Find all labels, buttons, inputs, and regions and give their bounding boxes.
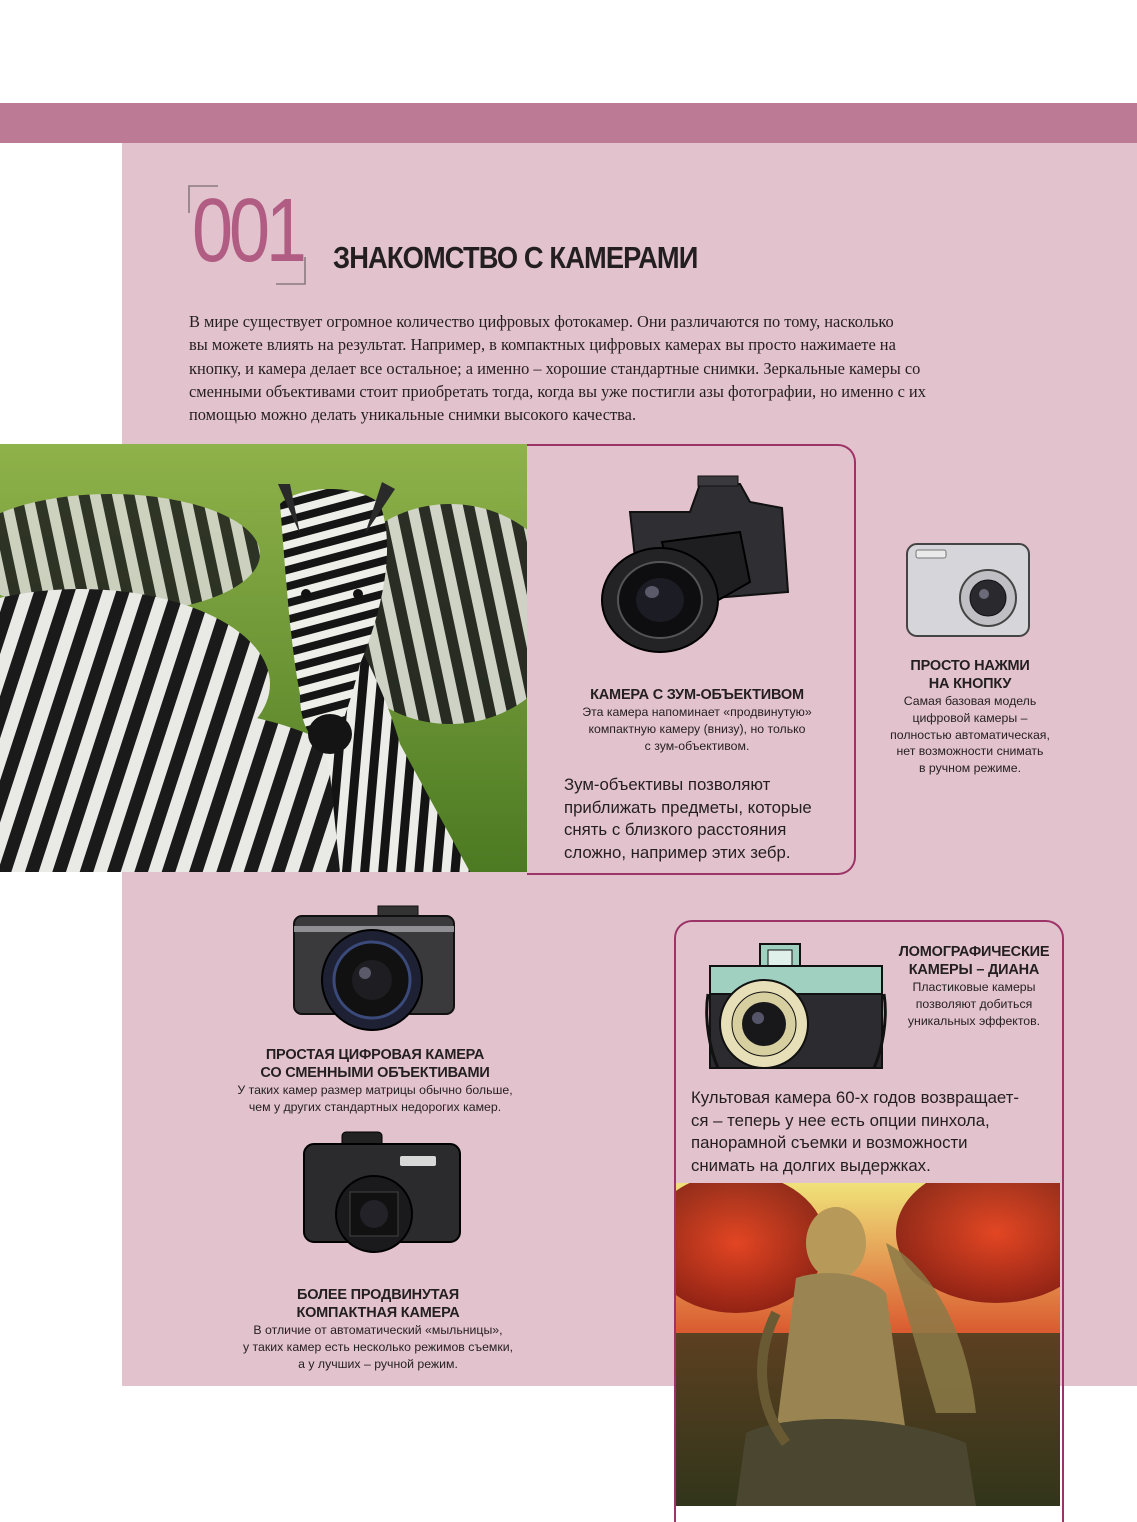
note-line: Культовая камера 60-х годов возвращает- — [691, 1088, 1019, 1107]
intro-line: вы можете влиять на результат. Например, в компактных цифровых камерах вы просто нажимаете на — [189, 335, 896, 355]
diana-title: ЛОМОГРАФИЧЕСКИЕ — [898, 944, 1050, 960]
caption-line: У таких камер размер матрицы обычно больше, — [237, 1083, 513, 1097]
caption-line: уникальных эффектов. — [907, 1013, 1041, 1028]
lomo-statue-photo — [676, 1183, 1060, 1506]
note-line: панорамной съемки и возможности — [691, 1133, 968, 1153]
caption-line: В отличие от автоматический «мыльницы», — [253, 1323, 503, 1337]
caption-line: Эта камера напоминает «продвинутую» — [582, 705, 812, 719]
advanced-compact-caption — [200, 1286, 556, 1372]
note-line: приближать предметы, которые — [564, 797, 812, 817]
zoom-camera-caption — [560, 686, 834, 754]
caption-line: нет возможности снимать — [896, 744, 1044, 759]
caption-line: Пластиковые камеры — [912, 980, 1036, 994]
note-line: ся – теперь у нее есть опции пинхола, — [691, 1110, 990, 1130]
zebra-photo — [0, 444, 527, 872]
note-line: снять с близкого расстояния — [564, 820, 787, 840]
advanced-compact-camera-illustration — [300, 1130, 464, 1260]
zoom-note — [564, 774, 844, 864]
interchangeable-caption — [200, 1046, 550, 1116]
note-line: сложно, например этих зебр. — [564, 842, 791, 862]
zoom-camera-title: КАМЕРА С ЗУМ-ОБЪЕКТИВОМ — [590, 687, 804, 703]
caption-line: цифровой камеры – — [912, 710, 1028, 725]
caption-line: с зум-объективом. — [644, 738, 750, 753]
caption-line: Самая базовая модель — [903, 694, 1037, 708]
section-number: 001 — [192, 181, 303, 281]
slr-zoom-camera-illustration — [600, 472, 792, 664]
intro-line: кнопку, и камера делает все остальное; а именно – хорошие стандартные снимки. Зеркальные камеры со — [189, 358, 921, 378]
diana-title: КАМЕРЫ – ДИАНА — [908, 962, 1040, 978]
caption-line: у таких камер есть несколько режимов съемки, — [242, 1339, 514, 1354]
point-shoot-title: ПРОСТО НАЖМИ — [910, 658, 1030, 674]
mirrorless-camera-illustration — [290, 904, 460, 1034]
caption-line: позволяют добиться — [915, 996, 1033, 1011]
diana-camera-illustration — [704, 940, 888, 1074]
interchangeable-title: ПРОСТАЯ ЦИФРОВАЯ КАМЕРА — [265, 1047, 485, 1063]
note-line: снимать на долгих выдержках. — [691, 1155, 931, 1175]
advanced-compact-title: БОЛЕЕ ПРОДВИНУТАЯ — [296, 1287, 460, 1303]
page-title: ЗНАКОМСТВО С КАМЕРАМИ — [333, 240, 698, 275]
intro-line: В мире существует огромное количество цифровых фотокамер. Они различаются по тому, насколько — [189, 312, 894, 331]
caption-line: полностью автоматическая, — [890, 727, 1050, 742]
note-line: Зум-объективы позволяют — [564, 775, 771, 794]
advanced-compact-title: КОМПАКТНАЯ КАМЕРА — [296, 1305, 460, 1321]
intro-line: сменными объективами стоит приобретать тогда, когда вы уже постигли азы фотографии, но именно с их — [189, 381, 926, 401]
diana-caption — [888, 943, 1060, 1029]
diana-note — [691, 1087, 1057, 1177]
compact-camera-illustration — [904, 540, 1034, 640]
intro-paragraph — [189, 310, 1049, 426]
point-shoot-caption — [870, 657, 1070, 777]
caption-line: чем у других стандартных недорогих камер. — [248, 1099, 502, 1114]
caption-line: компактную камеру (внизу), но только — [588, 721, 806, 736]
caption-line: а у лучших – ручной режим. — [298, 1356, 458, 1371]
intro-line: помощью можно делать уникальные снимки высокого качества. — [189, 405, 637, 425]
interchangeable-title: СО СМЕННЫМИ ОБЪЕКТИВАМИ — [260, 1065, 490, 1081]
point-shoot-title: НА КНОПКУ — [928, 676, 1012, 692]
top-color-band — [0, 103, 1137, 143]
caption-line: в ручном режиме. — [918, 761, 1022, 776]
